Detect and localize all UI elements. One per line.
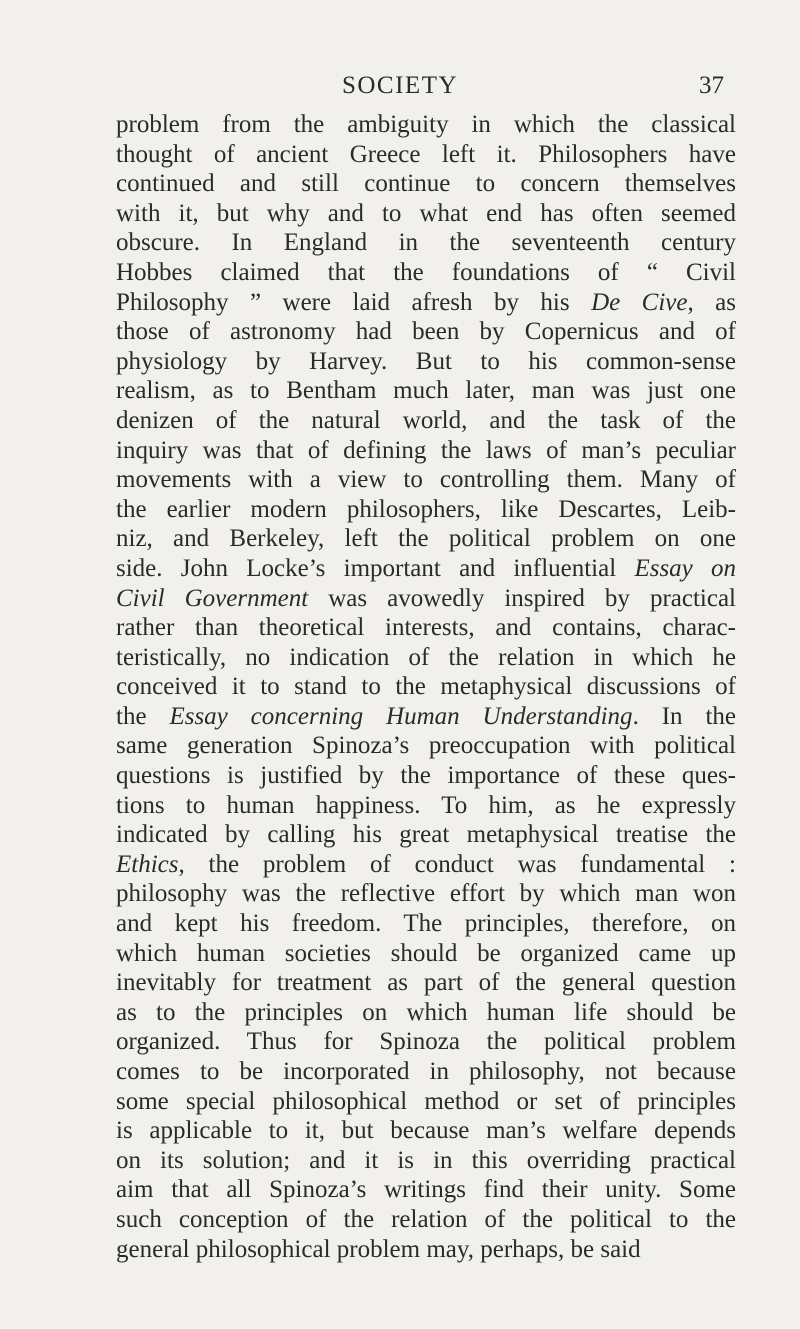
text-line: obscure. In England in the seventeenth century xyxy=(116,229,736,257)
text-line: is applicable to it, but because man’s welfare depends xyxy=(116,1117,736,1145)
text-line: and kept his freedom. The principles, therefore, on xyxy=(116,910,736,938)
text-line: indicated by calling his great metaphysical treatise the xyxy=(116,821,736,849)
text-line: niz, and Berkeley, left the political problem on one xyxy=(116,525,736,553)
text-line: inquiry was that of defining the laws of man’s peculiar xyxy=(116,436,736,464)
text-line: Philosophy ” were laid afresh by his De Cive, as xyxy=(116,288,737,316)
text-line: rather than theoretical interests, and contains, charac- xyxy=(116,614,736,642)
text-line: which human societies should be organized came up xyxy=(116,939,736,967)
text-line: those of astronomy had been by Copernicus and of xyxy=(116,318,736,346)
text-line: as to the principles on which human life should be xyxy=(116,998,736,1026)
text-line: philosophy was the reflective effort by which man won xyxy=(116,880,736,908)
italic-title: Essay on xyxy=(634,554,737,582)
text-line: on its solution; and it is in this overriding practical xyxy=(116,1146,736,1174)
text-line: questions is justified by the importance of these ques- xyxy=(116,762,736,790)
text-line: problem from the ambiguity in which the classical xyxy=(116,111,736,138)
text-line: the Essay concerning Human Understanding. In the xyxy=(116,702,736,730)
text-line: some special philosophical method or set of principles xyxy=(116,1087,736,1115)
text-line: continued and still continue to concern themselves xyxy=(116,170,736,198)
text-line: conceived it to stand to the metaphysical discussions of xyxy=(116,673,736,701)
text-line: side. John Locke’s important and influential Essay on xyxy=(116,554,737,582)
text-line: movements with a view to controlling them. Many of xyxy=(116,466,736,494)
text-line: comes to be incorporated in philosophy, not because xyxy=(116,1058,736,1085)
text-line: the earlier modern philosophers, like Descartes, Leib- xyxy=(116,495,736,523)
running-head xyxy=(0,68,800,104)
text-line: such conception of the relation of the political to the xyxy=(116,1205,736,1233)
text-line: physiology by Harvey. But to his common-sense xyxy=(116,347,736,375)
text-line: thought of ancient Greece left it. Philosophers have xyxy=(116,140,736,168)
text-line: Hobbes claimed that the foundations of “ Civil xyxy=(116,258,736,286)
text-line: aim that all Spinoza’s writings find their unity. Some xyxy=(116,1176,736,1204)
text-line: inevitably for treatment as part of the general question xyxy=(116,969,736,997)
running-head-title: SOCIETY xyxy=(341,72,459,99)
text-line: Civil Government was avowedly inspired by practical xyxy=(116,584,736,612)
page-number: 37 xyxy=(699,72,724,99)
text-line: denizen of the natural world, and the task of the xyxy=(116,406,736,434)
text-line: realism, as to Bentham much later, man was just one xyxy=(116,377,736,405)
text-line: with it, but why and to what end has often seemed xyxy=(116,199,736,227)
italic-title: Civil Government xyxy=(116,584,309,612)
text-line: general philosophical problem may, perhaps, be said xyxy=(116,1235,641,1263)
italic-title: Essay concerning Human Understanding xyxy=(169,702,633,730)
text-line: Ethics, the problem of conduct was fundamental : xyxy=(116,850,736,878)
italic-title: De Cive xyxy=(591,288,688,316)
text-line: same generation Spinoza’s preoccupation with political xyxy=(116,732,736,760)
text-line: tions to human happiness. To him, as he expressly xyxy=(116,791,736,819)
italic-title: Ethics xyxy=(116,850,179,878)
text-line: organized. Thus for Spinoza the political problem xyxy=(116,1028,736,1056)
text-line: teristically, no indication of the relation in which he xyxy=(116,643,736,671)
body-paragraph xyxy=(116,110,736,1264)
